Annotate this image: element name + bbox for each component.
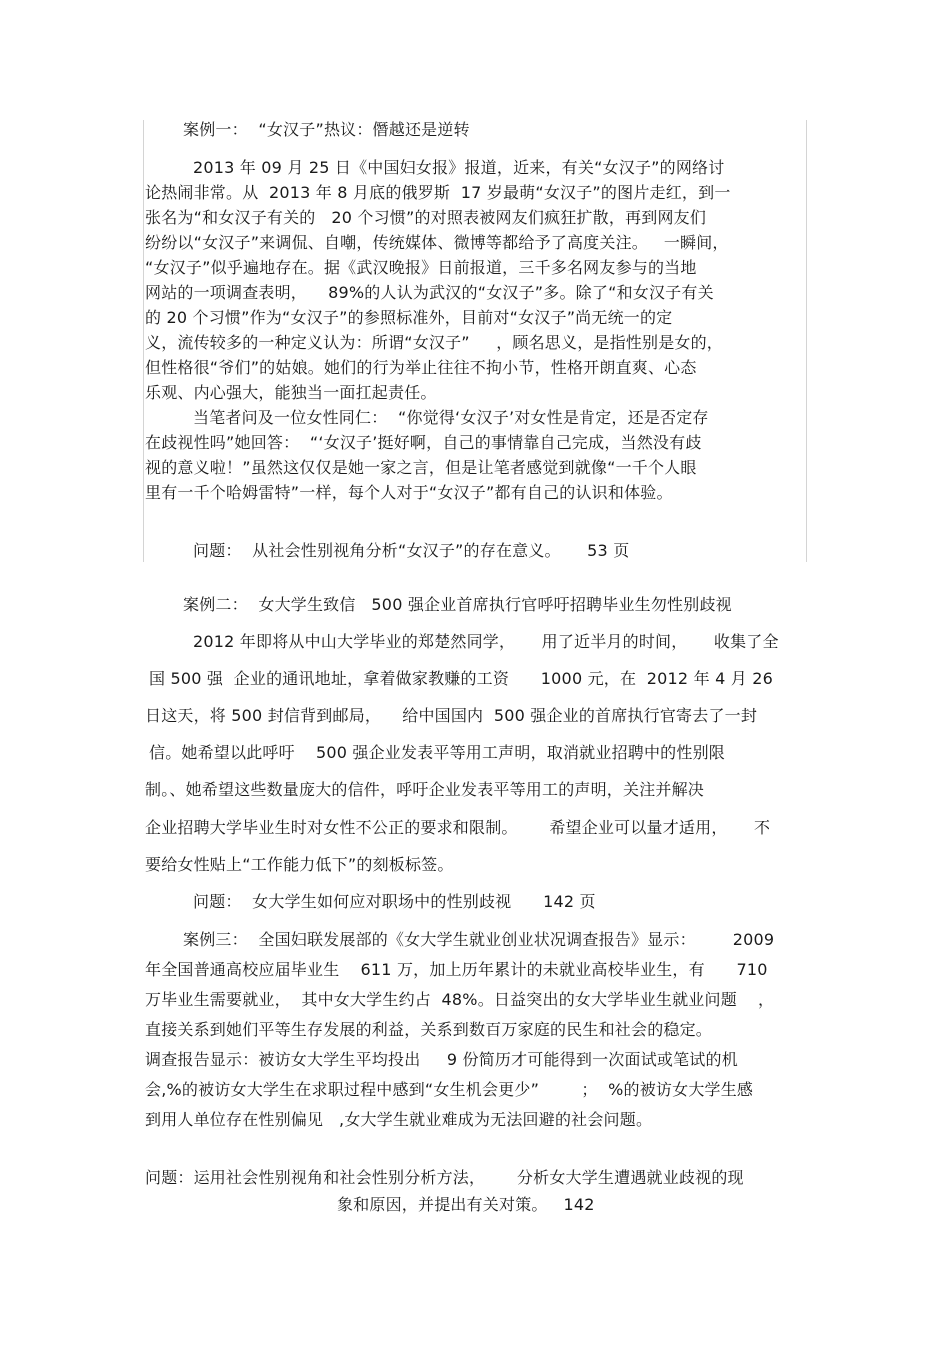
case1-paragraph-line: 当笔者问及一位女性同仁： “你觉得‘女汉子’对女性是肯定，还是否定存 [193, 408, 709, 427]
case2-paragraph-line: 国 500 强 企业的通讯地址，拿着做家教赚的工资 1000 元，在 2012 年 4 月 26 [149, 669, 773, 688]
frame-left-line [143, 120, 144, 562]
case1-paragraph-line: 网站的一项调查表明， 89%的人认为武汉的“女汉子”多。除了“和女汉子有关 [145, 283, 714, 302]
case2-paragraph-line: 信。她希望以此呼吁 500 强企业发表平等用工声明，取消就业招聘中的性别限 [149, 743, 725, 762]
case2-title: 案例二： 女大学生致信 500 强企业首席执行官呼吁招聘毕业生勿性别歧视 [183, 595, 732, 614]
case3-paragraph-line: 直接关系到她们平等生存发展的利益，关系到数百万家庭的民生和社会的稳定。 [145, 1020, 713, 1039]
case2-paragraph-line: 2012 年即将从中山大学毕业的郑楚然同学， 用了近半月的时间， 收集了全 [193, 632, 779, 651]
case3-paragraph-line: 年全国普通高校应届毕业生 611 万，加上历年累计的未就业高校毕业生，有 710 [145, 960, 768, 979]
case3-paragraph-line: 万毕业生需要就业， 其中女大学生约占 48%。日益突出的女大学毕业生就业问题 ， [145, 990, 775, 1009]
case1-paragraph-line: 里有一千个哈姆雷特”一样，每个人对于“女汉子”都有自己的认识和体验。 [145, 483, 673, 502]
case1-paragraph-line: 2013 年 09 月 25 日《中国妇女报》报道，近来，有关“女汉子”的网络讨 [193, 158, 725, 177]
case1-paragraph-line: 在歧视性吗”她回答： “‘女汉子’挺好啊，自己的事情靠自己完成，当然没有歧 [145, 433, 702, 452]
case2-paragraph-line: 要给女性贴上“工作能力低下”的刻板标签。 [145, 855, 454, 874]
case1-paragraph-line: 义，流传较多的一种定义认为：所谓“女汉子” ，顾名思义，是指性别是女的， [145, 333, 724, 352]
case1-paragraph-line: 乐观、内心强大，能独当一面扛起责任。 [145, 383, 437, 402]
case1-paragraph-line: 但性格很“爷们”的姑娘。她们的行为举止往往不拘小节，性格开朗直爽、心态 [145, 358, 697, 377]
case2-paragraph-line: 企业招聘大学毕业生时对女性不公正的要求和限制。 希望企业可以量才适用， 不 [145, 818, 771, 837]
frame-right-line [806, 120, 807, 562]
case3-question-line2: 象和原因，并提出有关对策。 142 [337, 1195, 595, 1214]
case1-paragraph-line: “女汉子”似乎遍地存在。据《武汉晚报》日前报道，三千多名网友参与的当地 [145, 258, 697, 277]
case1-paragraph-line: 纷纷以“女汉子”来调侃、自嘲，传统媒体、微博等都给予了高度关注。 一瞬间， [145, 233, 729, 252]
case2-paragraph-line: 日这天，将 500 封信背到邮局， 给中国国内 500 强企业的首席执行官寄去了一封 [145, 706, 758, 725]
case1-paragraph-line: 视的意义啦！”虽然这仅仅是她一家之言，但是让笔者感觉到就像“一千个人眼 [145, 458, 697, 477]
case1-paragraph-line: 张名为“和女汉子有关的 20 个习惯”的对照表被网友们疯狂扩散，再到网友们 [145, 208, 707, 227]
case3-paragraph-line: 到用人单位存在性别偏见 ,女大学生就业难成为无法回避的社会问题。 [145, 1110, 653, 1129]
case1-title: 案例一： “女汉子”热议：僭越还是逆转 [183, 120, 470, 139]
case3-question-line1: 问题：运用社会性别视角和社会性别分析方法， 分析女大学生遭遇就业歧视的现 [145, 1168, 744, 1187]
case2-question: 问题： 女大学生如何应对职场中的性别歧视 142 页 [193, 892, 596, 911]
case1-question: 问题： 从社会性别视角分析“女汉子”的存在意义。 53 页 [193, 541, 630, 560]
case3-paragraph-line: 案例三： 全国妇联发展部的《女大学生就业创业状况调查报告》显示： 2009 [183, 930, 775, 949]
case1-paragraph-line: 论热闹非常。从 2013 年 8 月底的俄罗斯 17 岁最萌“女汉子”的图片走红，到一 [145, 183, 731, 202]
case1-paragraph-line: 的 20 个习惯”作为“女汉子”的参照标准外，目前对“女汉子”尚无统一的定 [145, 308, 673, 327]
case3-paragraph-line: 调查报告显示：被访女大学生平均投出 9 份简历才可能得到一次面试或笔试的机 [145, 1050, 738, 1069]
case2-paragraph-line: 制。、她希望这些数量庞大的信件，呼吁企业发表平等用工的声明，关注并解决 [145, 780, 705, 799]
case3-paragraph-line: 会,%的被访女大学生在求职过程中感到“女生机会更少” ； %的被访女大学生感 [145, 1080, 754, 1099]
